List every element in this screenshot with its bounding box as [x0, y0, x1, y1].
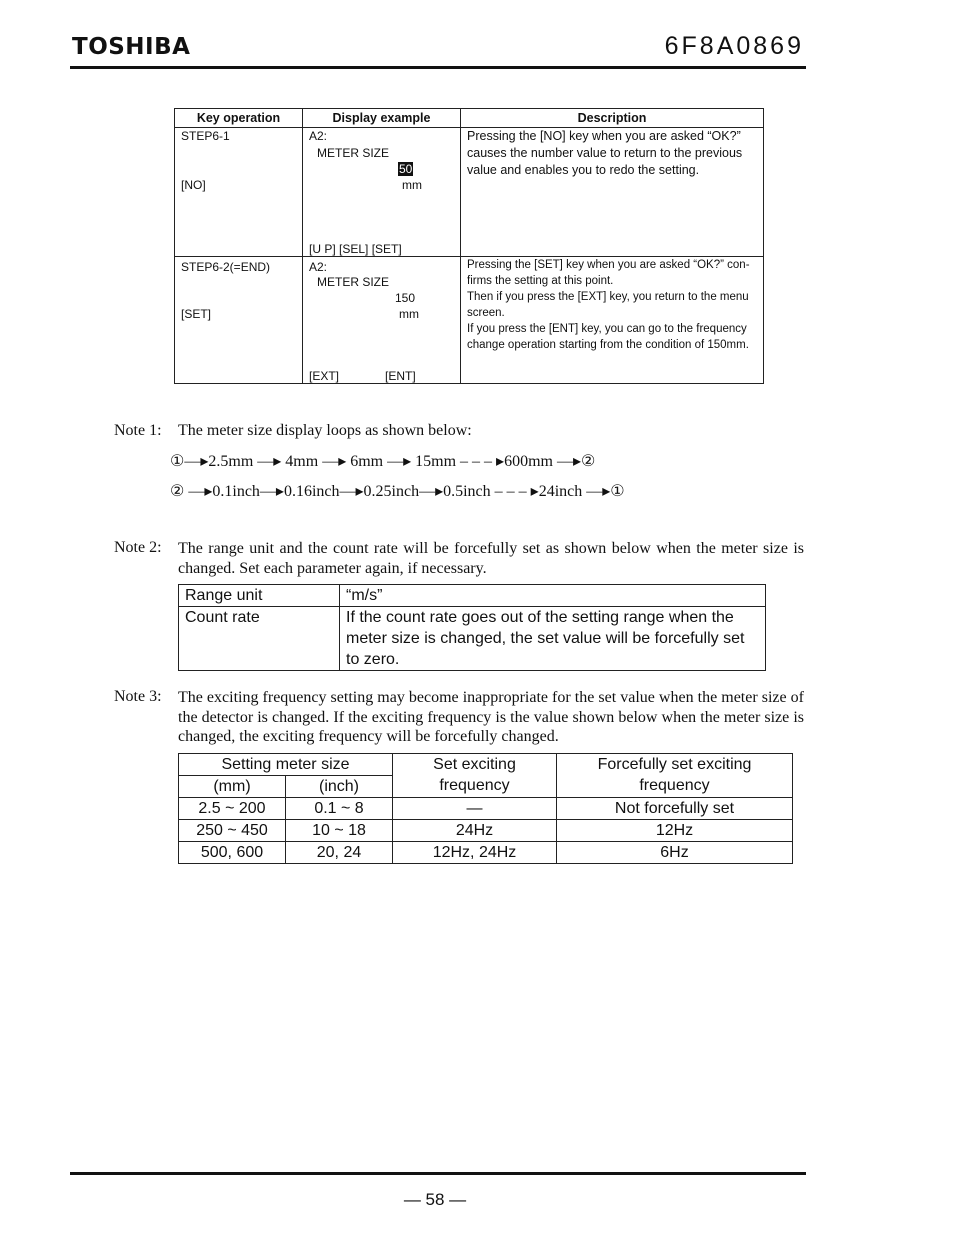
header-rule	[70, 66, 806, 69]
display-label: METER SIZE	[317, 146, 390, 160]
description-line: change operation starting from the condition of 150mm.	[467, 339, 749, 351]
header-key-operation: Key operation	[175, 109, 303, 128]
forced-frequency-cell: 6Hz	[557, 842, 793, 864]
table-row	[179, 842, 793, 864]
table-row	[175, 128, 764, 257]
display-title: A2:	[309, 129, 328, 143]
value-cell: If the count rate goes out of the setting range when the meter size is changed, the set value will be forcefully set to zero.	[340, 607, 766, 671]
display-cell	[303, 257, 461, 384]
display-value: 150	[395, 291, 416, 305]
header-forced-frequency: Forcefully set exciting frequency	[557, 754, 793, 798]
header-mm: (mm)	[179, 776, 286, 798]
param-cell: Range unit	[179, 585, 340, 607]
description-line: Pressing the [SET] key when you are asked “OK?” con-	[467, 259, 750, 271]
note3-label: Note 3:	[114, 688, 162, 705]
header-set-frequency: Set exciting frequency	[393, 754, 557, 798]
header-setting-meter-size: Setting meter size	[179, 754, 393, 776]
display-unit: mm	[402, 178, 422, 192]
table-row	[179, 820, 793, 842]
key-cell	[175, 128, 303, 257]
display-value-cursor: 50	[399, 162, 413, 176]
display-title: A2:	[309, 260, 328, 274]
note3-text: The exciting frequency setting may become inappropriate for the set value when the meter size of the detector is changed. If the exciting frequency is the value shown below when the meter size is changed, the exciting frequency will be forcefully changed.	[178, 689, 804, 745]
table-row	[179, 585, 766, 607]
param-cell: Count rate	[179, 607, 340, 671]
description-cell	[461, 257, 764, 384]
note1-label: Note 1:	[114, 422, 162, 439]
step-label: STEP6-1	[181, 129, 230, 143]
range-count-table	[178, 584, 766, 671]
note2-text: The range unit and the count rate will be forcefully set as shown below when the meter size is changed. Set each parameter again, if necessary.	[178, 540, 804, 577]
description-line: screen.	[467, 307, 505, 319]
description-line: Then if you press the [EXT] key, you return to the menu	[467, 291, 749, 303]
display-cell	[303, 128, 461, 257]
mm-cell: 250 ~ 450	[179, 820, 286, 842]
header-inch: (inch)	[286, 776, 393, 798]
set-frequency-cell: 24Hz	[393, 820, 557, 842]
mm-cell: 2.5 ~ 200	[179, 798, 286, 820]
table-header-row	[179, 754, 793, 776]
set-frequency-cell: 12Hz, 24Hz	[393, 842, 557, 864]
key-cell	[175, 257, 303, 384]
display-softkey-ent: [ENT]	[385, 369, 416, 383]
table-row	[179, 798, 793, 820]
set-frequency-cell: —	[393, 798, 557, 820]
description-cell: Pressing the [NO] key when you are asked “OK?” causes the number value to return to the previous value and enables you to redo the setting.	[461, 128, 764, 257]
note2-label: Note 2:	[114, 539, 162, 556]
key-operation-table	[174, 108, 764, 384]
key-label: [NO]	[181, 178, 206, 192]
note1-loop-mm: ①—▸2.5mm —▸ 4mm —▸ 6mm —▸ 15mm – – – ▸600mm —▸②	[170, 453, 596, 470]
table-row	[175, 257, 764, 384]
display-softkeys: [U P] [SEL] [SET]	[309, 242, 402, 256]
display-label: METER SIZE	[317, 275, 390, 289]
note1-loop-inch: ② —▸0.1inch—▸0.16inch—▸0.25inch—▸0.5inch – – – ▸24inch —▸①	[170, 483, 625, 500]
step-label: STEP6-2(=END)	[181, 260, 271, 274]
description-line: firms the setting at this point.	[467, 275, 614, 287]
brand-logo: TOSHIBA	[72, 34, 191, 60]
key-label: [SET]	[181, 307, 212, 321]
value-cell: “m/s”	[340, 585, 766, 607]
inch-cell: 0.1 ~ 8	[286, 798, 393, 820]
footer-rule	[70, 1172, 806, 1175]
description-line: If you press the [ENT] key, you can go to the frequency	[467, 323, 747, 335]
header-display-example: Display example	[303, 109, 461, 128]
forced-frequency-cell: Not forcefully set	[557, 798, 793, 820]
document-number: 6F8A0869	[664, 32, 804, 60]
inch-cell: 20, 24	[286, 842, 393, 864]
forced-frequency-cell: 12Hz	[557, 820, 793, 842]
inch-cell: 10 ~ 18	[286, 820, 393, 842]
table-row	[179, 607, 766, 671]
note1-text: The meter size display loops as shown below:	[178, 422, 472, 439]
exciting-frequency-table	[178, 753, 793, 864]
mm-cell: 500, 600	[179, 842, 286, 864]
table-header-row	[175, 109, 764, 128]
header-description: Description	[461, 109, 764, 128]
display-unit: mm	[399, 307, 419, 321]
page-number: — 58 —	[403, 1190, 467, 1209]
display-softkey-ext: [EXT]	[309, 369, 340, 383]
